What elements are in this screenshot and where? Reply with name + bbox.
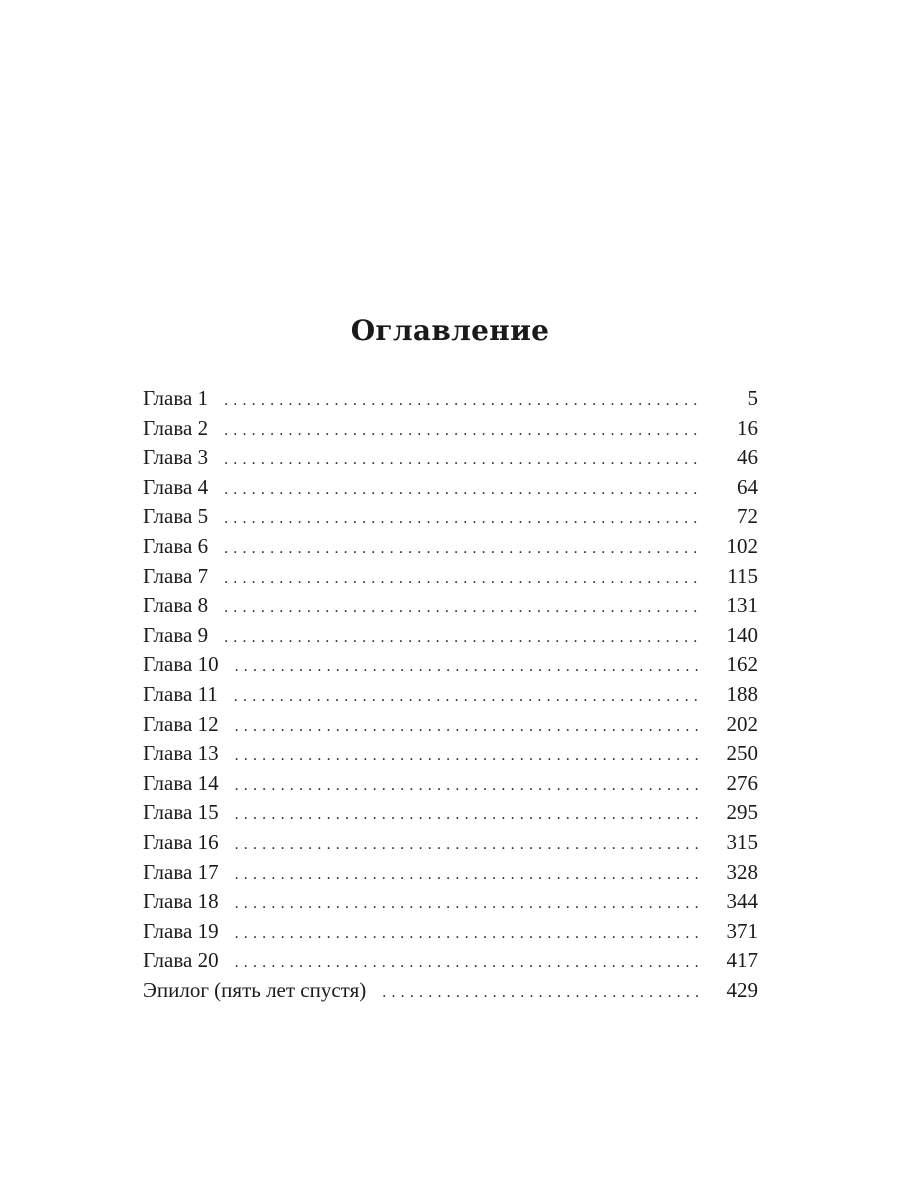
- toc-entry-label: Глава 12: [143, 711, 219, 736]
- toc-entry: [143, 443, 758, 473]
- toc-entry: [143, 384, 758, 414]
- toc-entry-page-number: 72: [737, 504, 758, 529]
- toc-entry: [143, 502, 758, 532]
- toc-entry-label: Глава 19: [143, 918, 219, 943]
- toc-entry-label: Глава 8: [143, 593, 209, 618]
- toc-entry-label: Глава 4: [143, 474, 209, 499]
- toc-entry-label: Глава 7: [143, 563, 209, 588]
- toc-entry-label: Эпилог (пять лет спустя): [143, 977, 367, 1002]
- toc-entry-page-number: 328: [726, 859, 758, 884]
- dot-leader: [224, 475, 698, 505]
- dot-leader: [235, 948, 698, 978]
- dot-leader: [235, 712, 698, 742]
- toc-entry: [143, 680, 758, 710]
- toc-entry-page-number: 276: [726, 770, 758, 795]
- toc-entry: [143, 887, 758, 917]
- toc-entry-label: Глава 18: [143, 889, 219, 914]
- dot-leader: [234, 682, 698, 712]
- dot-leader: [235, 741, 698, 771]
- toc-entry-page-number: 371: [726, 918, 758, 943]
- toc-entry-page-number: 162: [726, 652, 758, 677]
- toc-entry: [143, 621, 758, 651]
- toc-entry-page-number: 417: [726, 948, 758, 973]
- dot-leader: [224, 534, 698, 564]
- toc-entry-page-number: 429: [726, 977, 758, 1002]
- toc-entry-label: Глава 5: [143, 504, 209, 529]
- dot-leader: [224, 623, 698, 653]
- toc-entry-label: Глава 13: [143, 741, 219, 766]
- toc-entry: [143, 473, 758, 503]
- toc-entry: [143, 591, 758, 621]
- dot-leader: [235, 652, 698, 682]
- toc-entry: [143, 976, 758, 1006]
- dot-leader: [224, 564, 698, 594]
- toc-entry-label: Глава 15: [143, 800, 219, 825]
- dot-leader: [235, 860, 698, 890]
- dot-leader: [224, 445, 698, 475]
- toc-entry-page-number: 115: [727, 563, 758, 588]
- toc-entry-label: Глава 6: [143, 533, 209, 558]
- toc-entry-page-number: 16: [737, 415, 758, 440]
- toc-entry: [143, 798, 758, 828]
- toc-entry-label: Глава 10: [143, 652, 219, 677]
- dot-leader: [224, 504, 698, 534]
- toc-entry: [143, 562, 758, 592]
- toc-entry-page-number: 344: [726, 889, 758, 914]
- toc-entry: [143, 739, 758, 769]
- toc-entry-page-number: 315: [726, 829, 758, 854]
- dot-leader: [224, 386, 698, 416]
- toc-entry-label: Глава 17: [143, 859, 219, 884]
- toc-entry: [143, 650, 758, 680]
- dot-leader: [235, 889, 698, 919]
- toc-entry-label: Глава 2: [143, 415, 209, 440]
- toc-entry-label: Глава 20: [143, 948, 219, 973]
- toc-entry-page-number: 202: [726, 711, 758, 736]
- toc-entry: [143, 858, 758, 888]
- toc-entry-page-number: 131: [726, 593, 758, 618]
- toc-entry-page-number: 102: [726, 533, 758, 558]
- toc-title: Оглавление: [350, 314, 550, 347]
- toc-list: [143, 384, 758, 1005]
- toc-entry-page-number: 64: [737, 474, 758, 499]
- toc-entry-label: Глава 14: [143, 770, 219, 795]
- toc-entry-page-number: 46: [737, 445, 758, 470]
- dot-leader: [235, 771, 698, 801]
- toc-entry-page-number: 295: [726, 800, 758, 825]
- toc-entry: [143, 946, 758, 976]
- toc-entry: [143, 769, 758, 799]
- toc-entry-label: Глава 3: [143, 445, 209, 470]
- toc-entry-page-number: 140: [726, 622, 758, 647]
- toc-entry-label: Глава 9: [143, 622, 209, 647]
- toc-entry-label: Глава 11: [143, 681, 218, 706]
- dot-leader: [382, 978, 698, 1008]
- dot-leader: [235, 800, 698, 830]
- dot-leader: [235, 919, 698, 949]
- toc-entry: [143, 532, 758, 562]
- toc-entry-page-number: 5: [747, 386, 758, 410]
- toc-entry-page-number: 250: [726, 741, 758, 766]
- toc-entry: [143, 917, 758, 947]
- dot-leader: [224, 593, 698, 623]
- toc-entry: [143, 828, 758, 858]
- dot-leader: [235, 830, 698, 860]
- toc-entry-page-number: 188: [726, 681, 758, 706]
- toc-entry-label: Глава 16: [143, 829, 219, 854]
- toc-entry: [143, 414, 758, 444]
- toc-entry-label: Глава 1: [143, 386, 209, 410]
- toc-entry: [143, 710, 758, 740]
- dot-leader: [224, 416, 698, 446]
